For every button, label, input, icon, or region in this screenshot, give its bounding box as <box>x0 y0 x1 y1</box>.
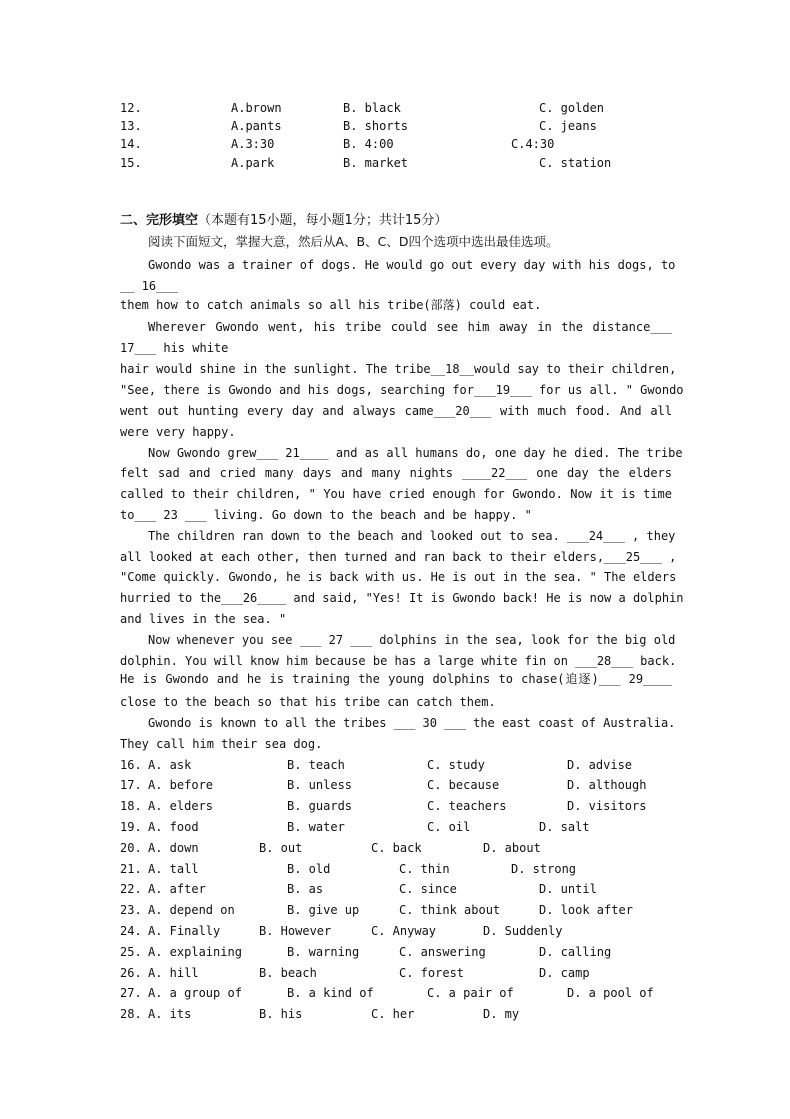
passage-line: hair would shine in the sunlight. The tribe__18__would say to their children, <box>120 362 677 376</box>
passage-line: close to the beach so that his tribe can catch them. <box>120 695 496 709</box>
option-d: D. strong <box>511 862 577 876</box>
option-d: D. salt <box>539 820 590 834</box>
option-b: B. give up <box>287 903 360 917</box>
question-number: 21. <box>120 862 142 876</box>
question-number: 19. <box>120 820 142 834</box>
section-heading <box>120 212 447 230</box>
question-number: 25. <box>120 945 142 959</box>
option-a: A. hill <box>148 966 199 980</box>
passage-line: He is Gwondo and he is training the young dolphins to chase(追逐)___ 29____ <box>120 672 672 686</box>
option-c: C. thin <box>399 862 450 876</box>
question-number: 23. <box>120 903 142 917</box>
option-d: D. my <box>483 1007 520 1021</box>
option-b: B. shorts <box>343 119 409 133</box>
option-c: C. a pair of <box>427 986 514 1000</box>
option-a: A.3:30 <box>231 137 275 151</box>
passage-line: Now whenever you see ___ 27 ___ dolphins in the sea, look for the big old <box>148 633 676 647</box>
option-c: C. golden <box>539 101 605 115</box>
option-a: A. ask <box>148 758 192 772</box>
option-c: C. answering <box>399 945 486 959</box>
passage-line: them how to catch animals so all his tribe(部落) could eat. <box>120 298 542 312</box>
option-a: A.brown <box>231 101 282 115</box>
option-b: B. 4:00 <box>343 137 394 151</box>
option-b: B. warning <box>287 945 360 959</box>
question-number: 28. <box>120 1007 142 1021</box>
option-d: D. until <box>539 882 597 896</box>
passage-line: dolphin. You will know him because be has a large white fin on ___28___ back. <box>120 654 677 668</box>
option-c: C. back <box>371 841 422 855</box>
question-number: 18. <box>120 799 142 813</box>
option-c: C. because <box>427 778 500 792</box>
option-d: D. Suddenly <box>483 924 563 938</box>
question-number: 27. <box>120 986 142 1000</box>
question-number: 16. <box>120 758 142 772</box>
passage-line: to___ 23 ___ living. Go down to the beach and be happy. " <box>120 508 532 522</box>
option-a: A. after <box>148 882 206 896</box>
question-number: 13. <box>120 119 142 133</box>
option-c: C. Anyway <box>371 924 437 938</box>
option-d: D. camp <box>539 966 590 980</box>
option-b: B. old <box>287 862 331 876</box>
passage-line: all looked at each other, then turned and ran back to their elders,___25___ , <box>120 550 677 564</box>
option-b: B. teach <box>287 758 345 772</box>
option-c: C. station <box>539 156 612 170</box>
option-a: A. tall <box>148 862 199 876</box>
option-b: B. beach <box>259 966 317 980</box>
passage-line: They call him their sea dog. <box>120 737 323 751</box>
section-title: 二、完形填空 <box>120 213 199 228</box>
question-number: 20. <box>120 841 142 855</box>
option-d: D. although <box>567 778 647 792</box>
option-c: C. forest <box>399 966 465 980</box>
option-a: A. a group of <box>148 986 242 1000</box>
section-note: （本题有15小题，每小题1分；共计15分） <box>198 213 448 228</box>
passage-line: felt sad and cried many days and many nights ____22___ one day the elders <box>120 466 672 480</box>
passage-line: called to their children, " You have cried enough for Gwondo. Now it is time <box>120 487 672 501</box>
question-number: 24. <box>120 924 142 938</box>
passage-line: Now Gwondo grew___ 21____ and as all humans do, one day he died. The tribe <box>148 446 683 460</box>
question-number: 26. <box>120 966 142 980</box>
option-c: C. her <box>371 1007 415 1021</box>
option-a: A. food <box>148 820 199 834</box>
option-a: A. Finally <box>148 924 221 938</box>
option-b: B. black <box>343 101 401 115</box>
option-c: C.4:30 <box>511 137 555 151</box>
passage-line: 17___ his white <box>120 341 229 355</box>
passage-line: were very happy. <box>120 425 236 439</box>
passage-line: went out hunting every day and always came___20___ with much food. And all <box>120 404 672 418</box>
passage-line: __ 16___ <box>120 279 178 293</box>
passage-line: Wherever Gwondo went, his tribe could see him away in the distance___ <box>148 320 672 334</box>
option-c: C. think about <box>399 903 501 917</box>
option-a: A.park <box>231 156 275 170</box>
option-b: B. a kind of <box>287 986 374 1000</box>
option-b: B. unless <box>287 778 353 792</box>
option-a: A. its <box>148 1007 192 1021</box>
passage-line: hurried to the___26____ and said, "Yes! It is Gwondo back! He is now a dolphin <box>120 591 684 605</box>
option-a: A. down <box>148 841 199 855</box>
option-b: B. market <box>343 156 409 170</box>
option-c: C. oil <box>427 820 471 834</box>
option-c: C. teachers <box>427 799 507 813</box>
question-number: 15. <box>120 156 142 170</box>
option-a: A. before <box>148 778 214 792</box>
option-c: C. since <box>399 882 457 896</box>
option-d: D. calling <box>539 945 612 959</box>
passage-line: The children ran down to the beach and looked out to sea. ___24___ , they <box>148 529 676 543</box>
passage-line: "Come quickly. Gwondo, he is back with us. He is out in the sea. " The elders <box>120 570 677 584</box>
option-b: B. However <box>259 924 332 938</box>
option-d: D. advise <box>567 758 633 772</box>
passage-line: "See, there is Gwondo and his dogs, searching for___19___ for us all. " Gwondo <box>120 383 684 397</box>
option-b: B. guards <box>287 799 353 813</box>
option-d: D. a pool of <box>567 986 654 1000</box>
option-a: A. elders <box>148 799 214 813</box>
option-d: D. visitors <box>567 799 647 813</box>
question-number: 17. <box>120 778 142 792</box>
option-d: D. about <box>483 841 541 855</box>
option-d: D. look after <box>539 903 633 917</box>
option-a: A.pants <box>231 119 282 133</box>
option-c: C. study <box>427 758 485 772</box>
question-number: 22. <box>120 882 142 896</box>
passage-line: Gwondo is known to all the tribes ___ 30 ___ the east coast of Australia. <box>148 716 676 730</box>
passage-line: and lives in the sea. " <box>120 612 287 626</box>
option-b: B. out <box>259 841 303 855</box>
option-a: A. explaining <box>148 945 242 959</box>
option-a: A. depend on <box>148 903 235 917</box>
option-b: B. his <box>259 1007 303 1021</box>
option-b: B. water <box>287 820 345 834</box>
option-b: B. as <box>287 882 324 896</box>
section-instruction: 阅读下面短文，掌握大意，然后从A、B、C、D四个选项中选出最佳选项。 <box>148 234 559 249</box>
option-c: C. jeans <box>539 119 597 133</box>
passage-line: Gwondo was a trainer of dogs. He would go out every day with his dogs, to <box>148 258 676 272</box>
question-number: 12. <box>120 101 142 115</box>
question-number: 14. <box>120 137 142 151</box>
